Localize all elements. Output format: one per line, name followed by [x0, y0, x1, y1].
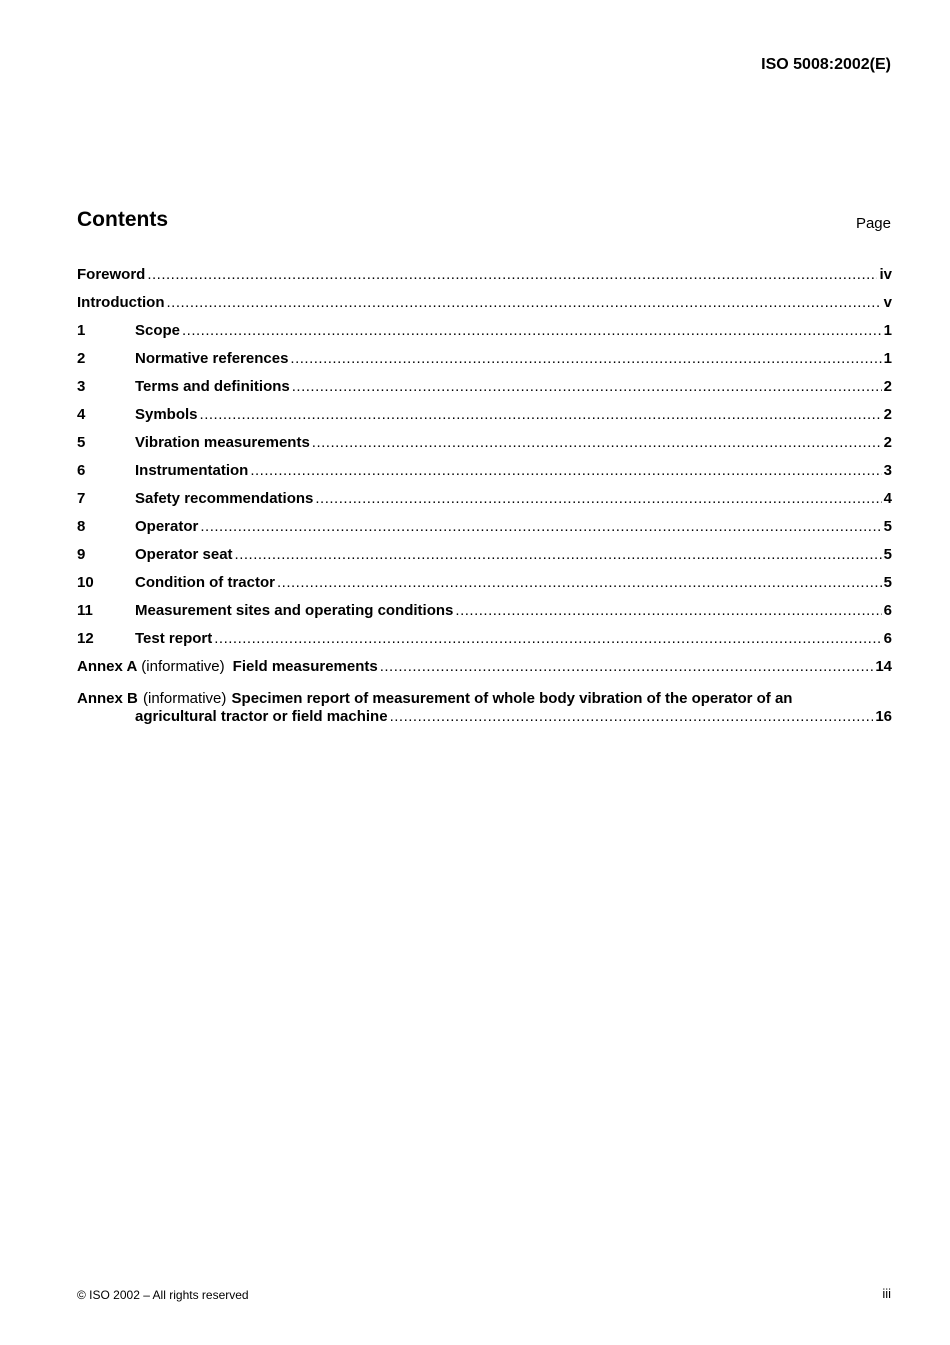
toc-entry-foreword[interactable]	[77, 266, 892, 294]
annex-b-first-line	[77, 690, 892, 708]
toc-entry-safety-recommendations[interactable]	[77, 490, 892, 518]
toc-entry-number: 7	[77, 490, 86, 507]
contents-heading: Contents	[77, 208, 168, 231]
toc-entry-page: 1	[883, 350, 892, 367]
toc-entry-page: 16	[875, 708, 892, 725]
copyright-notice: © ISO 2002 – All rights reserved	[77, 1288, 249, 1302]
annex-label: Annex B	[77, 690, 138, 707]
toc-entry-normative-references[interactable]	[77, 350, 892, 378]
toc-entry-test-report[interactable]	[77, 630, 892, 658]
toc-entry-number: 1	[77, 322, 86, 339]
toc-entry-page: 5	[883, 518, 892, 535]
toc-entry-condition-of-tractor[interactable]	[77, 574, 892, 602]
toc-entry-title: Condition of tractor	[135, 574, 275, 591]
toc-entry-title: Normative references	[135, 350, 289, 367]
toc-entry-scope[interactable]	[77, 322, 892, 350]
toc-entry-terms-and-definitions[interactable]	[77, 378, 892, 406]
toc-entry-introduction[interactable]	[77, 294, 892, 322]
dot-leader	[312, 434, 882, 451]
toc-entry-page: 6	[883, 630, 892, 647]
toc-entry-vibration-measurements[interactable]	[77, 434, 892, 462]
toc-entry-number: 2	[77, 350, 86, 367]
toc-entry-page: 14	[875, 658, 892, 675]
toc-entry-title: Safety recommendations	[135, 490, 314, 507]
dot-leader	[235, 546, 882, 563]
toc-entry-title: Introduction	[77, 294, 165, 311]
toc-entry-page: v	[883, 294, 892, 311]
toc-entry-page: 2	[883, 378, 892, 395]
toc-entry-annex-a[interactable]	[77, 658, 892, 686]
toc-entry-title: Vibration measurements	[135, 434, 310, 451]
toc-entry-page: 6	[883, 602, 892, 619]
toc-entry-title: Foreword	[77, 266, 146, 283]
toc-entry-page: 2	[883, 406, 892, 423]
annex-label: Annex A	[77, 658, 138, 675]
toc-entry-page: 3	[883, 462, 892, 479]
toc-entry-title: Instrumentation	[135, 462, 249, 479]
toc-entry-title: Operator	[135, 518, 199, 535]
dot-leader	[380, 658, 874, 675]
toc-entry-page: 5	[883, 574, 892, 591]
toc-entry-page: 1	[883, 322, 892, 339]
toc-entry-title: Scope	[135, 322, 181, 339]
dot-leader	[290, 350, 881, 367]
toc-entry-number: 3	[77, 378, 86, 395]
toc-entry-page: 2	[883, 434, 892, 451]
toc-entry-operator[interactable]	[77, 518, 892, 546]
toc-entry-symbols[interactable]	[77, 406, 892, 434]
document-id: ISO 5008:2002(E)	[761, 56, 891, 73]
toc-entry-measurement-sites[interactable]	[77, 602, 892, 630]
toc-entry-number: 11	[77, 602, 93, 619]
toc-entry-page: iv	[879, 266, 892, 283]
toc-entry-annex-b[interactable]	[77, 690, 892, 726]
toc-entry-title-continued: agricultural tractor or field machine	[135, 708, 388, 725]
toc-entry-number: 6	[77, 462, 86, 479]
toc-entry-title: Measurement sites and operating conditions	[135, 602, 454, 619]
toc-entry-number: 4	[77, 406, 86, 423]
toc-entry-title: Symbols	[135, 406, 198, 423]
annex-type: (informative)	[143, 690, 227, 707]
dot-leader	[292, 378, 882, 395]
dot-leader	[200, 406, 882, 423]
toc-entry-title: Test report	[135, 630, 213, 647]
table-of-contents	[77, 266, 892, 726]
toc-entry-title: Field measurements	[232, 658, 378, 675]
dot-leader	[277, 574, 882, 591]
dot-leader	[455, 602, 881, 619]
toc-entry-number: 8	[77, 518, 86, 535]
toc-entry-number: 12	[77, 630, 94, 647]
toc-entry-title: Terms and definitions	[135, 378, 290, 395]
dot-leader	[182, 322, 882, 339]
dot-leader	[390, 708, 874, 726]
page-number: iii	[882, 1286, 891, 1301]
toc-entry-instrumentation[interactable]	[77, 462, 892, 490]
dot-leader	[147, 266, 877, 283]
dot-leader	[166, 294, 881, 311]
toc-entry-operator-seat[interactable]	[77, 546, 892, 574]
dot-leader	[200, 518, 881, 535]
dot-leader	[250, 462, 881, 479]
annex-b-second-line	[77, 708, 892, 726]
annex-type: (informative)	[141, 658, 225, 675]
toc-entry-page: 4	[883, 490, 892, 507]
page-column-label: Page	[855, 215, 891, 232]
dot-leader	[315, 490, 881, 507]
toc-entry-number: 10	[77, 574, 94, 591]
toc-entry-title: Operator seat	[135, 546, 233, 563]
toc-entry-page: 5	[883, 546, 892, 563]
toc-entry-number: 9	[77, 546, 86, 563]
toc-entry-title: Specimen report of measurement of whole body vibration of the operator of an	[231, 690, 793, 707]
toc-entry-number: 5	[77, 434, 86, 451]
dot-leader	[214, 630, 881, 647]
